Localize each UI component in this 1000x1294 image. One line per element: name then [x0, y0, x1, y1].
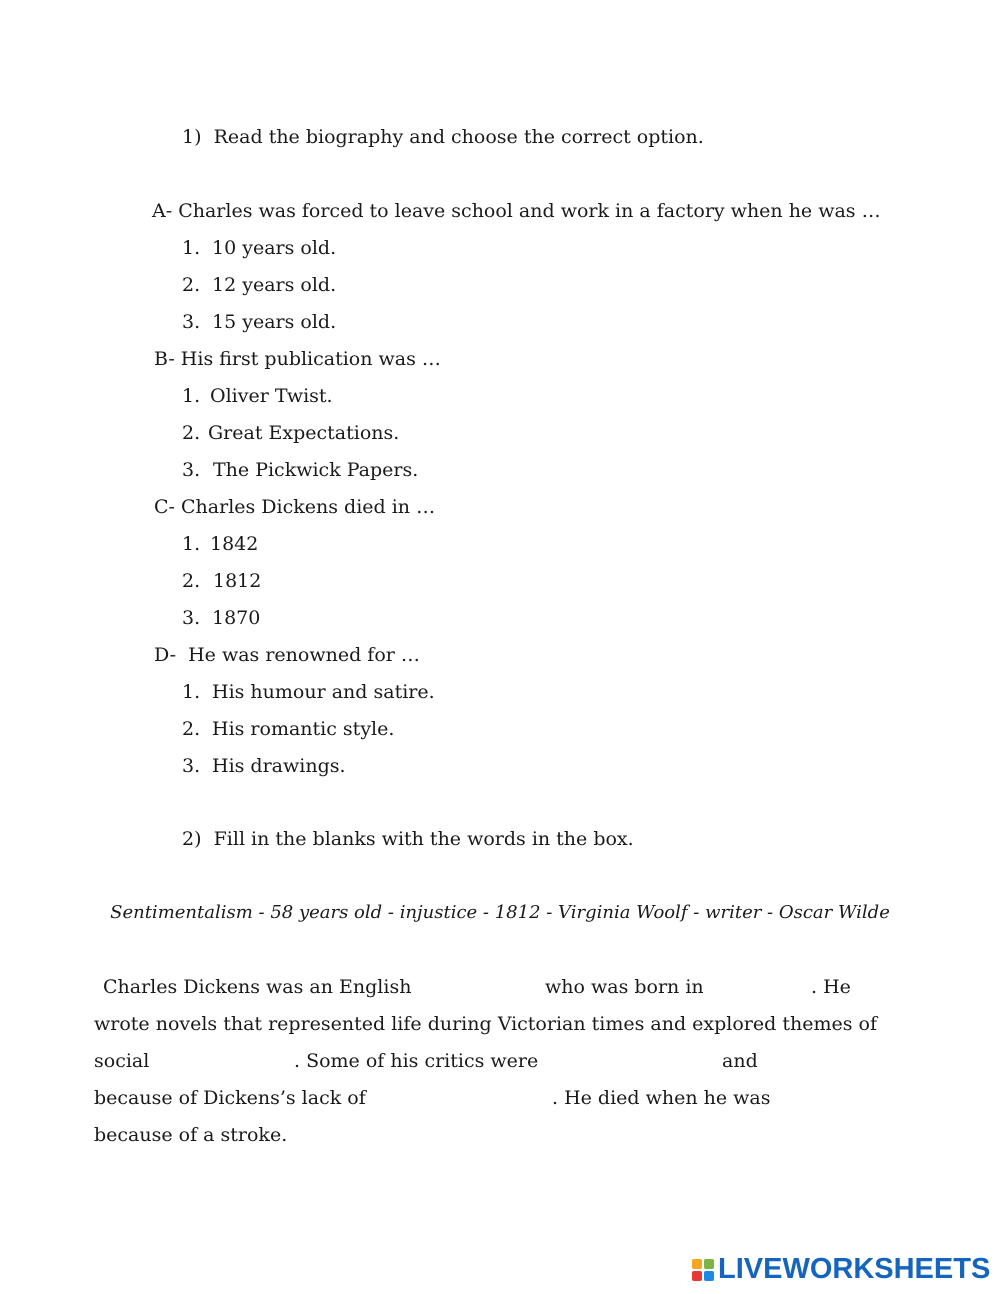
blank-input-3[interactable]: [156, 1046, 294, 1078]
question-text: He was renowned for …: [188, 644, 420, 666]
question-d: [154, 643, 420, 667]
paragraph-line-1b: who was born in: [545, 976, 704, 998]
option-number: 1.: [182, 681, 201, 703]
paragraph-line-3a: social: [94, 1050, 150, 1072]
answer-option[interactable]: 1870: [212, 607, 261, 629]
answer-option[interactable]: 12 years old.: [212, 274, 337, 296]
answer-option[interactable]: His romantic style.: [212, 718, 395, 740]
blank-input-2[interactable]: [710, 972, 812, 1004]
exercise-2-heading: [182, 827, 634, 851]
answer-option[interactable]: Great Expectations.: [208, 422, 400, 444]
paragraph-line-1c: . He: [811, 976, 851, 998]
question-b: [154, 347, 441, 371]
logo-text: LIVEWORKSHEETS: [718, 1253, 991, 1285]
liveworksheets-logo: [692, 1253, 990, 1286]
logo-block: [704, 1271, 714, 1281]
answer-option[interactable]: 1842: [210, 533, 259, 555]
paragraph-line-4b: . He died when he was: [552, 1087, 771, 1109]
option-number: 3.: [182, 311, 201, 333]
exercise-1-instruction: Read the biography and choose the correct option.: [213, 126, 704, 148]
question-letter: C-: [154, 496, 175, 518]
blank-input-7[interactable]: [774, 1083, 918, 1115]
logo-block: [692, 1259, 702, 1269]
question-c: [154, 495, 435, 519]
answer-option[interactable]: 10 years old.: [212, 237, 337, 259]
answer-option[interactable]: The Pickwick Papers.: [213, 459, 419, 481]
option-number: 3.: [182, 755, 201, 777]
blank-input-1[interactable]: [412, 972, 544, 1004]
option-number: 2.: [182, 422, 201, 444]
answer-option[interactable]: Oliver Twist.: [210, 385, 333, 407]
question-letter: B-: [154, 348, 175, 370]
exercise-2-instruction: Fill in the blanks with the words in the box.: [213, 828, 634, 850]
paragraph-line-4a: because of Dickens’s lack of: [94, 1087, 366, 1109]
blank-input-4[interactable]: [538, 1046, 720, 1078]
option-number: 3.: [182, 459, 201, 481]
question-text: His first publication was …: [180, 348, 441, 370]
option-number: 1.: [182, 533, 201, 555]
blank-input-5[interactable]: [764, 1046, 918, 1078]
option-number: 2.: [182, 718, 201, 740]
logo-block: [704, 1259, 714, 1269]
logo-block: [692, 1271, 702, 1281]
paragraph-line-3b: . Some of his critics were: [294, 1050, 539, 1072]
paragraph-line-1a: Charles Dickens was an English: [103, 976, 412, 998]
question-a: [152, 199, 881, 223]
question-letter: D-: [154, 644, 177, 666]
answer-option[interactable]: His humour and satire.: [212, 681, 435, 703]
exercise-1-number: 1): [182, 126, 202, 148]
blank-input-6[interactable]: [366, 1083, 552, 1115]
question-letter: A-: [152, 200, 173, 222]
answer-option[interactable]: 1812: [213, 570, 262, 592]
paragraph-line-2: wrote novels that represented life during Victorian times and explored themes of: [94, 1013, 877, 1035]
exercise-2-number: 2): [182, 828, 202, 850]
option-number: 2.: [182, 570, 201, 592]
answer-option[interactable]: His drawings.: [212, 755, 346, 777]
word-box: Sentimentalism - 58 years old - injustice - 1812 - Virginia Woolf - writer - Oscar Wilde: [110, 902, 890, 923]
question-text: Charles was forced to leave school and work in a factory when he was …: [178, 200, 881, 222]
option-number: 1.: [182, 385, 201, 407]
option-number: 2.: [182, 274, 201, 296]
exercise-1-heading: [182, 125, 704, 149]
paragraph-line-5: because of a stroke.: [94, 1124, 288, 1146]
logo-blocks-icon: [692, 1259, 714, 1281]
option-number: 1.: [182, 237, 201, 259]
option-number: 3.: [182, 607, 201, 629]
question-text: Charles Dickens died in …: [181, 496, 436, 518]
paragraph-line-3c: and: [722, 1050, 758, 1072]
answer-option[interactable]: 15 years old.: [212, 311, 337, 333]
